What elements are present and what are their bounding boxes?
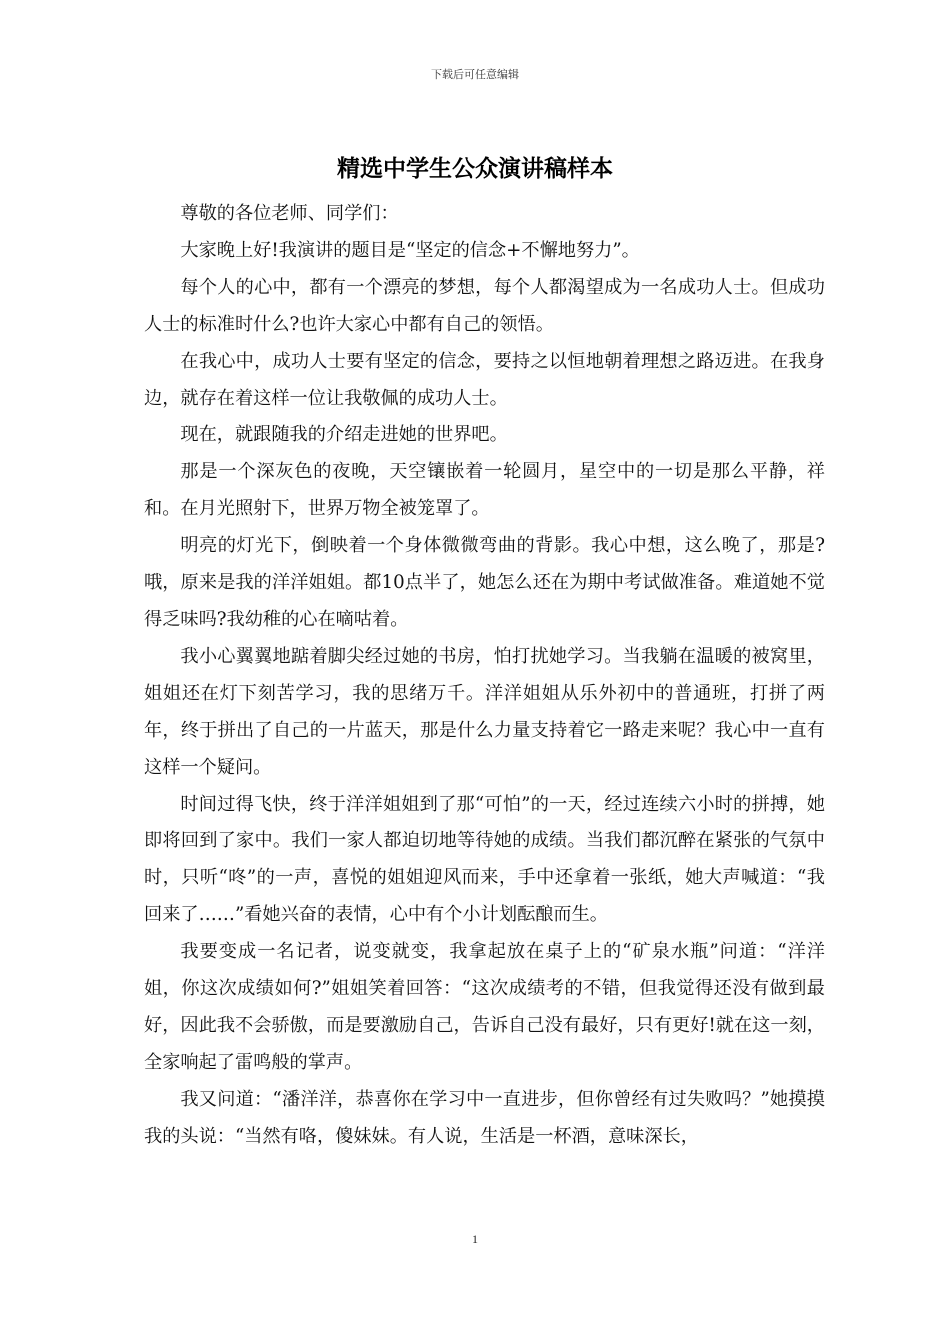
paragraph: 尊敬的各位老师、同学们： (180, 203, 399, 224)
page-number: 1 (472, 1232, 478, 1246)
paragraph: 每个人的心中，都有一个漂亮的梦想，每个人都渴望成为一名成功人士。但成功人士的标准时什么?也许大家心中都有自己的领悟。 (144, 276, 825, 335)
header-note: 下载后可任意编辑 (431, 68, 519, 81)
document-body (144, 196, 825, 1156)
paragraph: 我要变成一名记者，说变就变，我拿起放在桌子上的“矿泉水瓶”问道：“洋洋姐，你这次成绩如何?”姐姐笑着回答：“这次成绩考的不错，但我觉得还没有做到最好，因此我不会骄傲，而是要激励自己，告诉自己没有最好，只有更好!就在这一刻，全家响起了雷鸣般的掌声。 (144, 941, 825, 1073)
paragraph: 明亮的灯光下，倒映着一个身体微微弯曲的背影。我心中想，这么晚了，那是?哦，原来是我的洋洋姐姐。都10点半了，她怎么还在为期中考试做准备。难道她不觉得乏味吗?我幼稚的心在嘀咕着。 (144, 535, 825, 630)
paragraph: 大家晚上好!我演讲的题目是“坚定的信念+不懈地努力”。 (180, 239, 640, 261)
document-title: 精选中学生公众演讲稿样本 (337, 156, 613, 182)
paragraph: 我小心翼翼地踮着脚尖经过她的书房，怕打扰她学习。当我躺在温暖的被窝里，姐姐还在灯下刻苦学习，我的思绪万千。洋洋姐姐从乐外初中的普通班，打拼了两年，终于拼出了自己的一片蓝天，那是什么力量支持着它一路走来呢？我心中一直有这样一个疑问。 (144, 645, 825, 778)
paragraph: 我又问道：“潘洋洋，恭喜你在学习中一直进步，但你曾经有过失败吗？”她摸摸我的头说：“当然有咯，傻妹妹。有人说，生活是一杯酒，意味深长， (144, 1088, 825, 1147)
paragraph: 那是一个深灰色的夜晚，天空镶嵌着一轮圆月，星空中的一切是那么平静，祥和。在月光照射下，世界万物全被笼罩了。 (144, 461, 825, 520)
paragraph: 现在，就跟随我的介绍走进她的世界吧。 (180, 424, 508, 446)
paragraph: 在我心中，成功人士要有坚定的信念，要持之以恒地朝着理想之路迈进。在我身边，就存在着这样一位让我敬佩的成功人士。 (144, 350, 825, 409)
paragraph: 时间过得飞快，终于洋洋姐姐到了那“可怕”的一天，经过连续六小时的拼搏，她即将回到了家中。我们一家人都迫切地等待她的成绩。当我们都沉醉在紧张的气氛中时，只听“咚”的一声，喜悦的姐姐迎风而来，手中还拿着一张纸，她大声喊道：“我回来了……”看她兴奋的表情，心中有个小计划酝酿而生。 (144, 793, 825, 926)
